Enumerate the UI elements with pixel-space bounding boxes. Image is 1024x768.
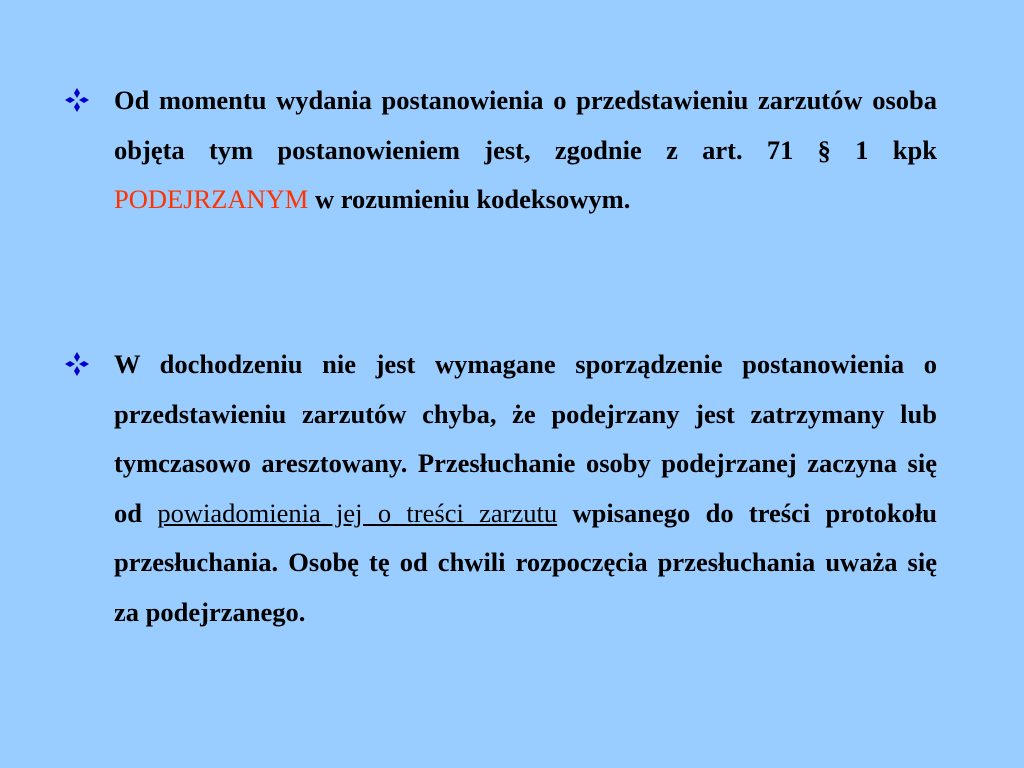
- bullet-1-text-after: w rozumieniu kodeksowym.: [308, 184, 631, 214]
- bullet-2-text-before: W dochodzeniu nie jest wymagane sporządzenie postanowienia o przedstawieniu zarzutów chyba, że podejrzany jest zatrzymany lub tymczasowo aresztowany. Przesłuchanie osoby podejrzanej zaczyna się od: [114, 349, 937, 528]
- bullet-text-2: [114, 340, 937, 637]
- bullet-2-text-after: wpisanego do treści protokołu przesłuchania. Osobę tę od chwili rozpoczęcia przesłuchania uważa się za podejrzanego.: [114, 497, 937, 627]
- diamond-bullet-icon: [64, 340, 104, 390]
- bullet-text-1: [114, 76, 937, 225]
- suspect-emphasis: PODEJRZANYM: [114, 184, 309, 214]
- underlined-phrase: powiadomienia jej o treści zarzutu: [157, 497, 558, 528]
- diamond-bullet-icon: [64, 76, 104, 126]
- bullet-1-text-before: Od momentu wydania postanowienia o przedstawieniu zarzutów osoba objęta tym postanowieniem jest, zgodnie z art. 71 § 1 kpk: [114, 85, 937, 165]
- bullet-point-1: [64, 76, 937, 225]
- bullet-point-2: [64, 340, 937, 637]
